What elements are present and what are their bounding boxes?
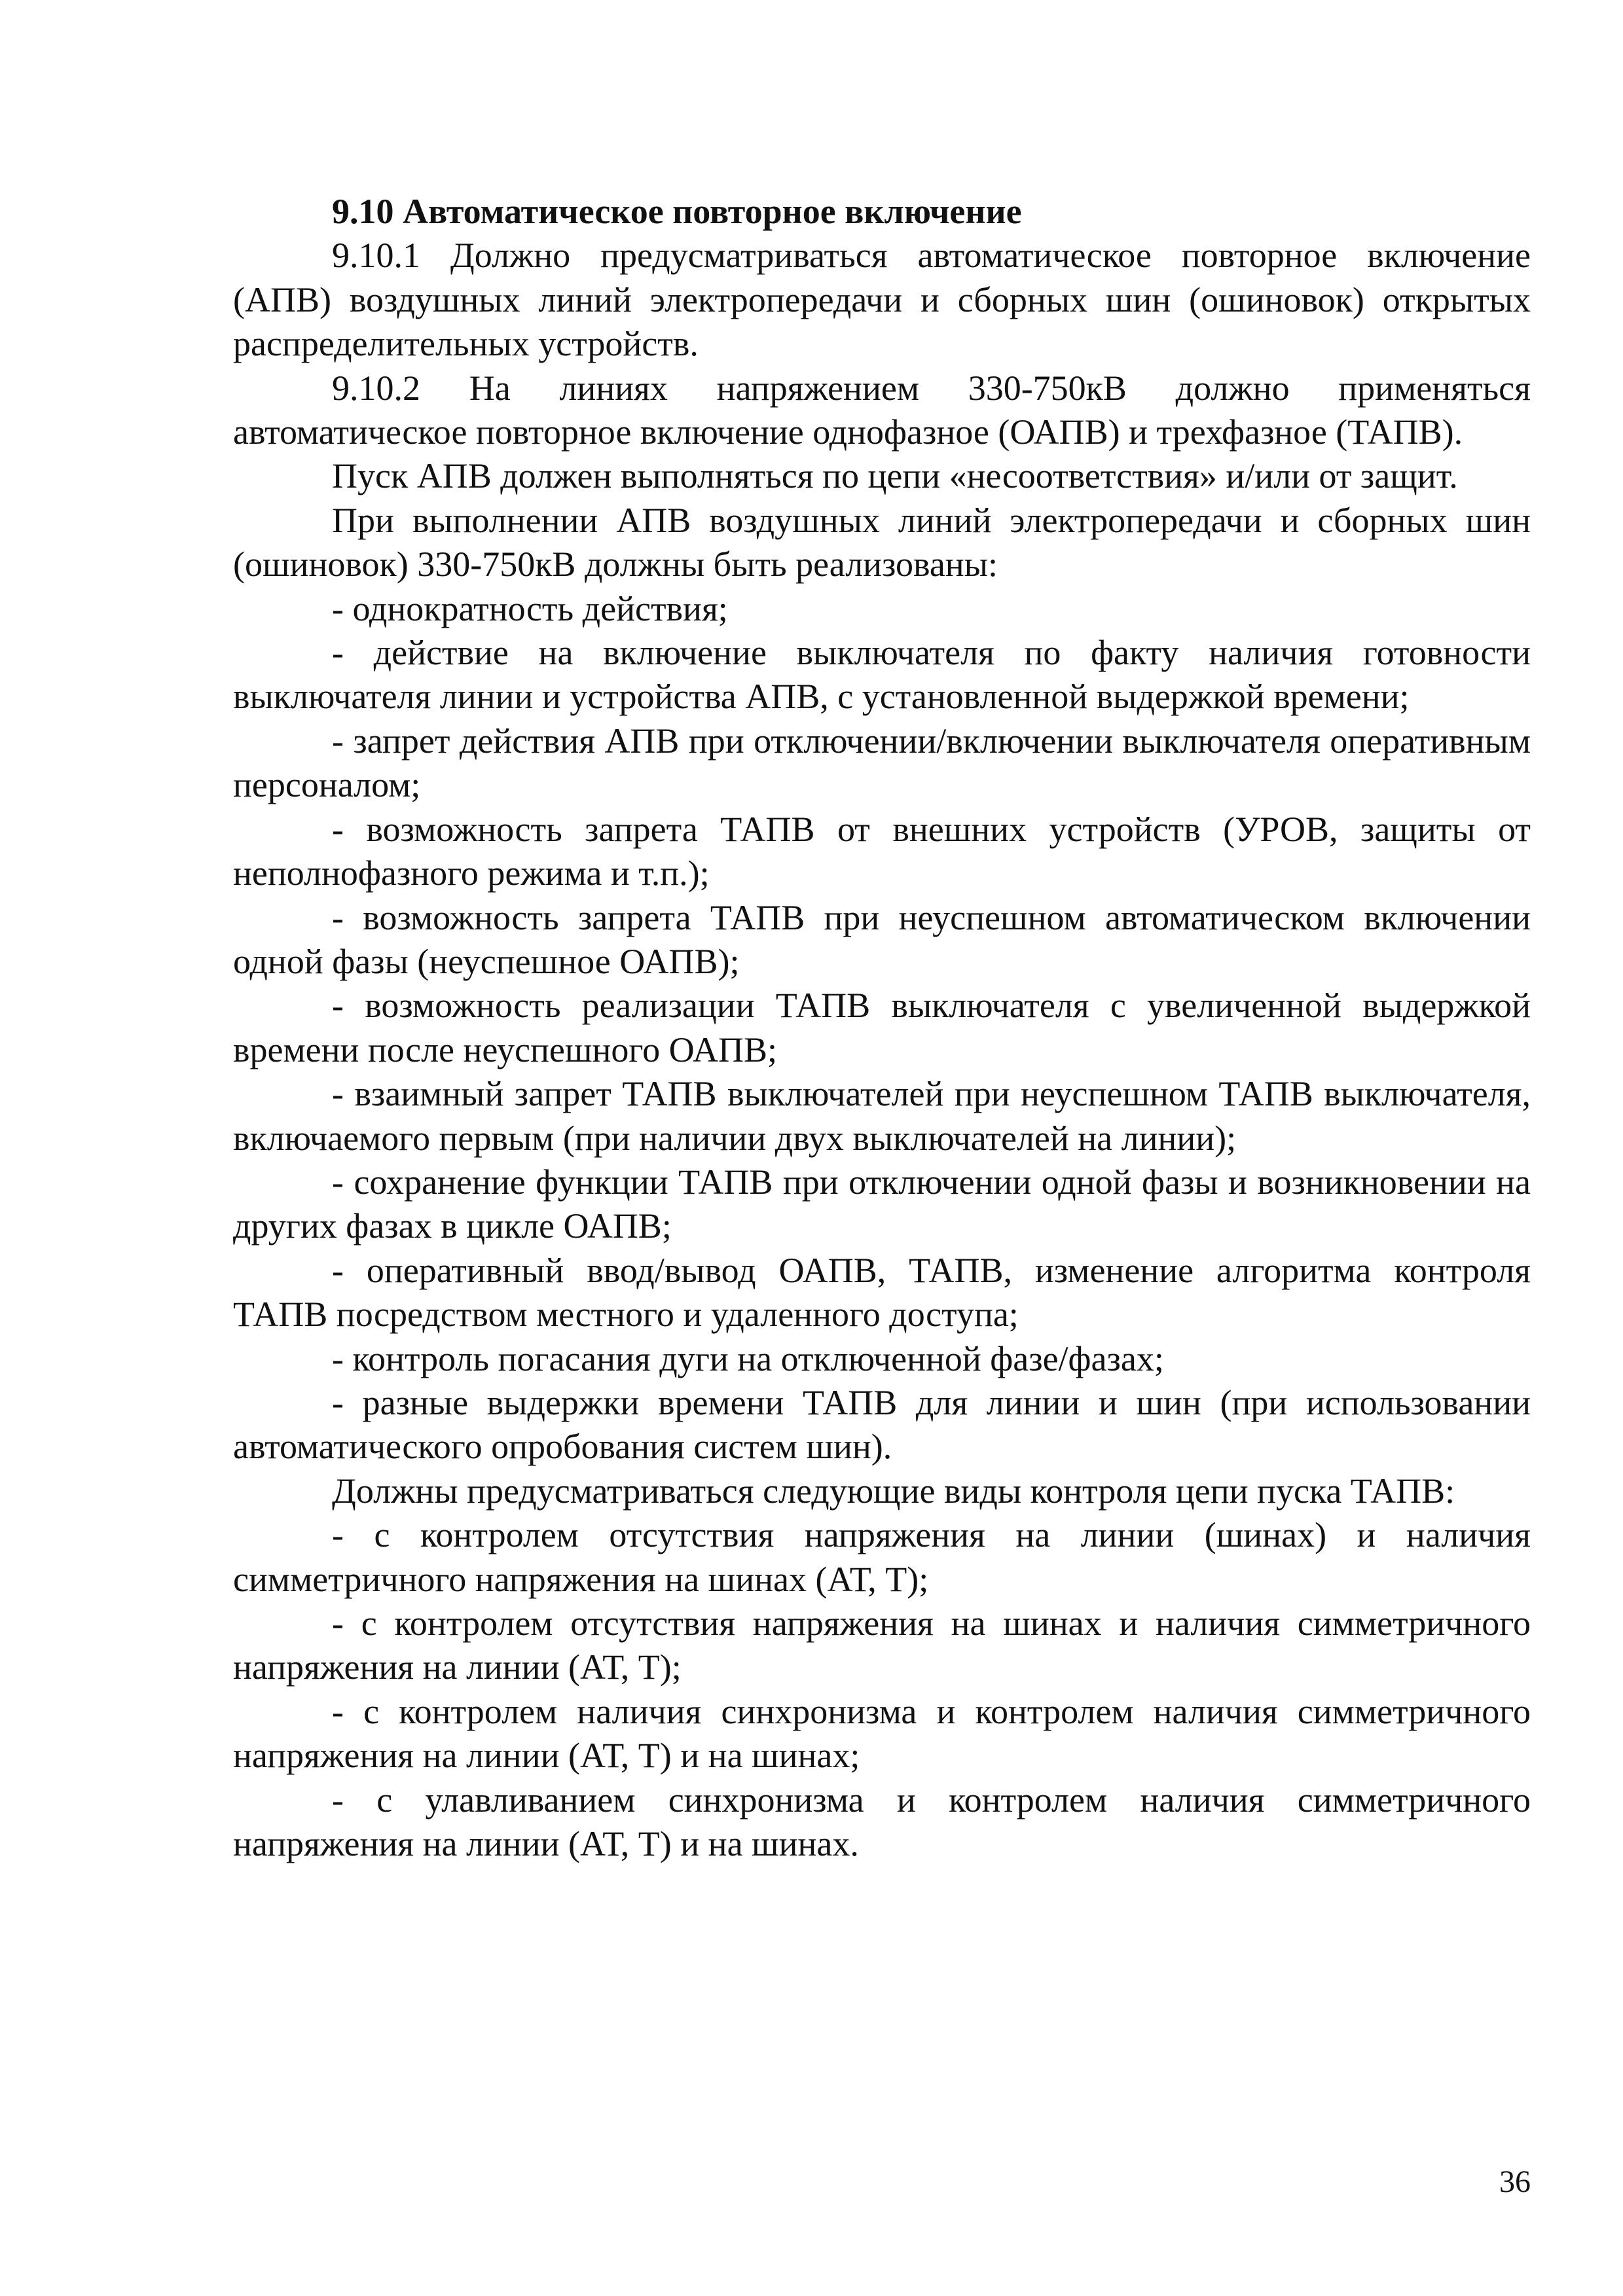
list-item: - разные выдержки времени ТАПВ для линии и шин (при использовании автоматического опробования систем шин). (233, 1382, 1531, 1467)
list-item: - с улавливанием синхронизма и контролем наличия симметричного напряжения на линии (АТ, Т) и на шинах. (233, 1780, 1531, 1864)
paragraph-apv-start: Пуск АПВ должен выполняться по цепи «несоответствия» и/или от защит. (332, 456, 1458, 496)
list-item: - сохранение функции ТАПВ при отключении одной фазы и возникновении на других фазах в цикле ОАПВ; (233, 1162, 1531, 1246)
page-number: 36 (1499, 2164, 1531, 2199)
list-item: - взаимный запрет ТАПВ выключателей при неуспешном ТАПВ выключателя, включаемого первым (при наличии двух выключателей на линии); (233, 1074, 1531, 1158)
paragraph-requirements-intro: При выполнении АПВ воздушных линий электропередачи и сборных шин (ошиновок) 330-750кВ должны быть реализованы: (233, 500, 1531, 584)
list-item: - возможность запрета ТАПВ при неуспешном автоматическом включении одной фазы (неуспешное ОАПВ); (233, 897, 1531, 981)
list-item: - с контролем отсутствия напряжения на шинах и наличия симметричного напряжения на линии (АТ, Т); (233, 1604, 1531, 1687)
section-heading: 9.10 Автоматическое повторное включение (332, 192, 1022, 231)
document-page (233, 190, 1531, 1866)
paragraph-9-10-1: 9.10.1 Должно предусматриваться автоматическое повторное включение (АПВ) воздушных линий электропередачи и сборных шин (ошиновок) открытых распределительных устройств. (233, 236, 1531, 364)
paragraph-9-10-2: 9.10.2 На линиях напряжением 330-750кВ должно применяться автоматическое повторное включение однофазное (ОАПВ) и трехфазное (ТАПВ). (233, 368, 1531, 452)
list-item: - возможность запрета ТАПВ от внешних устройств (УРОВ, защиты от неполнофазного режима и т.п.); (233, 809, 1531, 893)
list-item: - запрет действия АПВ при отключении/включении выключателя оперативным персоналом; (233, 721, 1531, 805)
list-item: - оперативный ввод/вывод ОАПВ, ТАПВ, изменение алгоритма контроля ТАПВ посредством местного и удаленного доступа; (233, 1250, 1531, 1335)
list-item: - с контролем наличия синхронизма и контролем наличия симметричного напряжения на линии (АТ, Т) и на шинах; (233, 1691, 1531, 1776)
list-item: - действие на включение выключателя по факту наличия готовности выключателя линии и устройства АПВ, с установленной выдержкой времени; (233, 633, 1531, 717)
list-item: - с контролем отсутствия напряжения на линии (шинах) и наличия симметричного напряжения на шинах (АТ, Т); (233, 1515, 1531, 1599)
list-item: - контроль погасания дуги на отключенной фазе/фазах; (332, 1338, 1164, 1378)
list-item: - однократность действия; (332, 588, 728, 628)
list-item: - возможность реализации ТАПВ выключателя с увеличенной выдержкой времени после неуспешного ОАПВ; (233, 986, 1531, 1069)
paragraph-control-types-intro: Должны предусматриваться следующие виды контроля цепи пуска ТАПВ: (332, 1471, 1455, 1511)
